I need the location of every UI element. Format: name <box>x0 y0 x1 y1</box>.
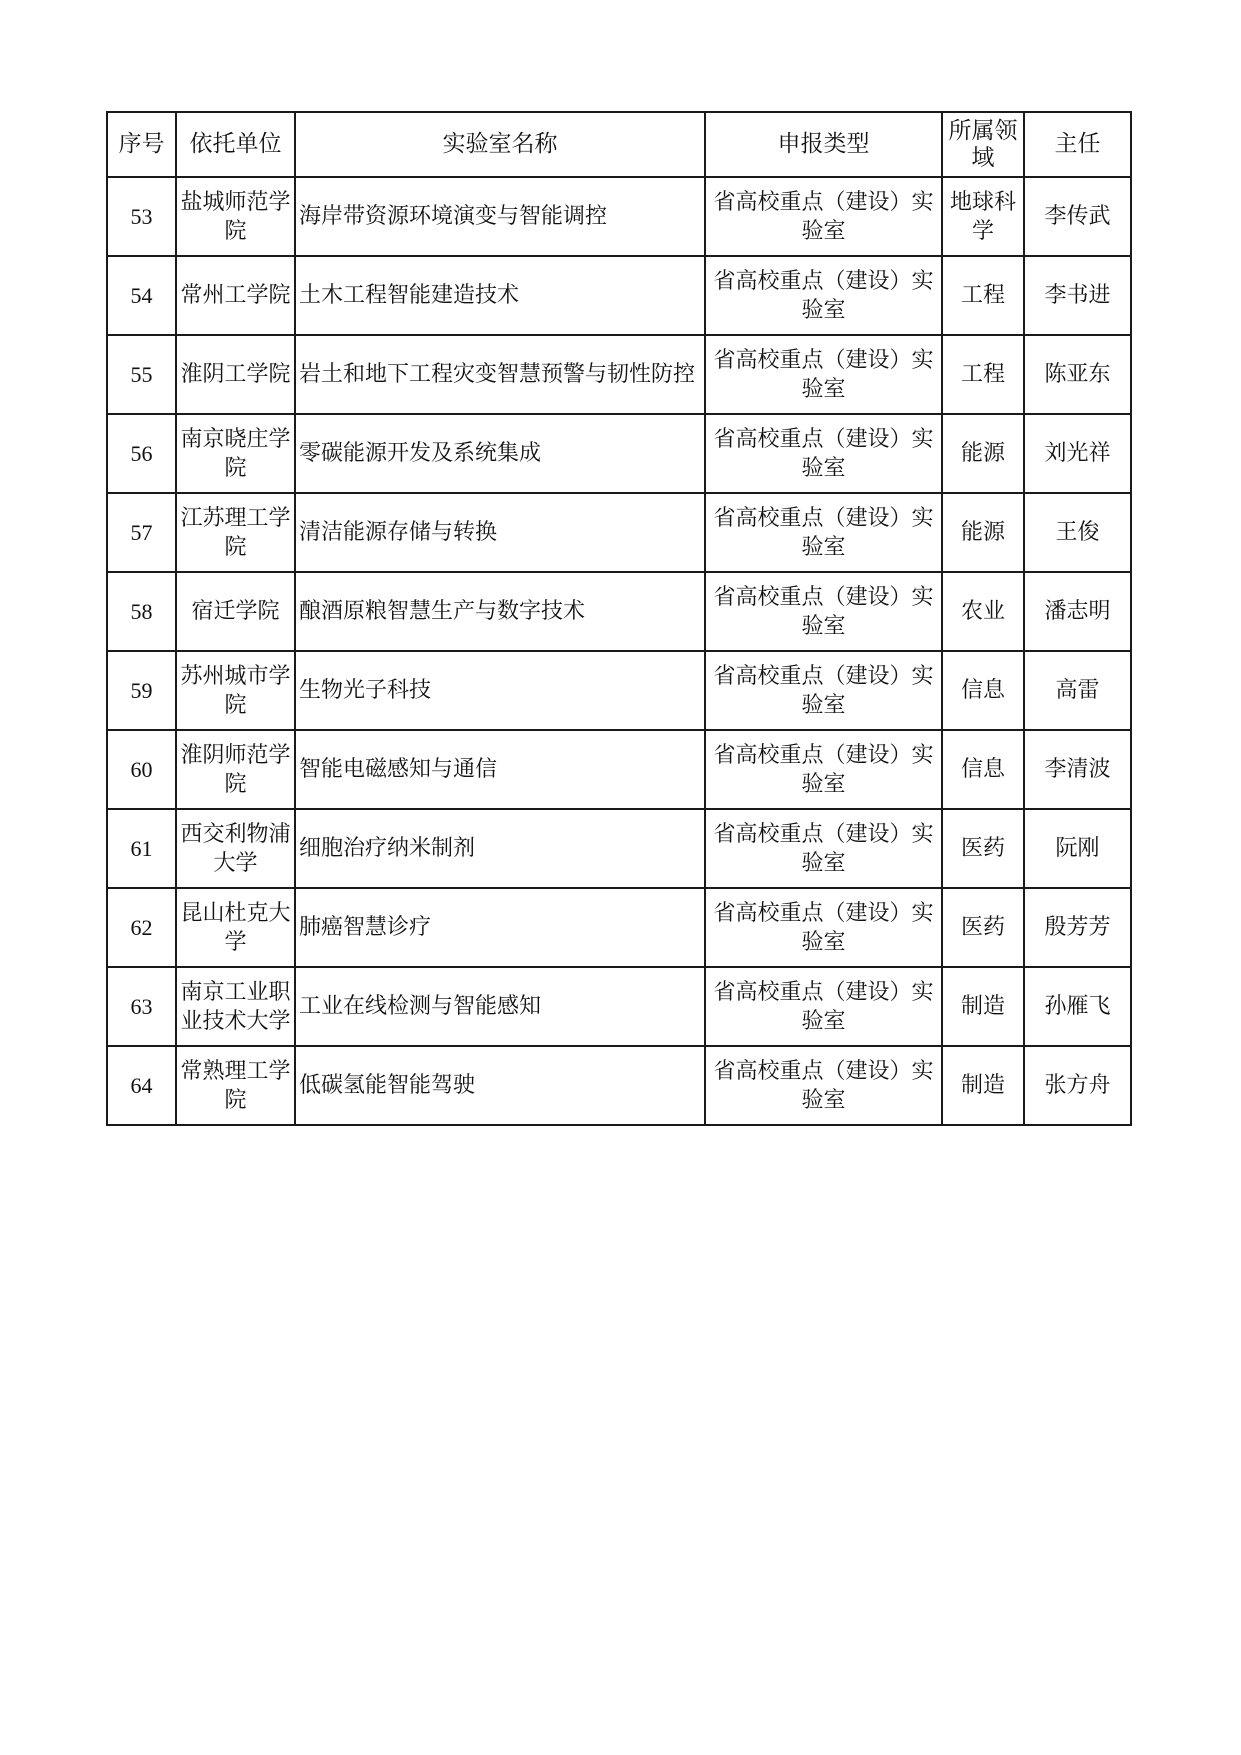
cell-type: 省高校重点（建设）实验室 <box>705 967 942 1046</box>
cell-unit: 常熟理工学院 <box>176 1046 295 1125</box>
table-row <box>107 809 1131 888</box>
cell-unit: 昆山杜克大学 <box>176 888 295 967</box>
cell-num: 59 <box>107 651 176 730</box>
cell-field: 工程 <box>942 256 1024 335</box>
cell-type: 省高校重点（建设）实验室 <box>705 572 942 651</box>
cell-director: 李传武 <box>1024 177 1131 256</box>
cell-director: 李清波 <box>1024 730 1131 809</box>
cell-director: 潘志明 <box>1024 572 1131 651</box>
cell-unit: 苏州城市学院 <box>176 651 295 730</box>
cell-field: 能源 <box>942 414 1024 493</box>
cell-field: 地球科学 <box>942 177 1024 256</box>
table-row <box>107 1046 1131 1125</box>
cell-type: 省高校重点（建设）实验室 <box>705 177 942 256</box>
table-header-row <box>107 112 1131 177</box>
cell-director: 王俊 <box>1024 493 1131 572</box>
document-page <box>106 111 1132 1126</box>
cell-type: 省高校重点（建设）实验室 <box>705 493 942 572</box>
header-type: 申报类型 <box>705 112 942 177</box>
cell-lab-name: 低碳氢能智能驾驶 <box>295 1046 705 1125</box>
cell-unit: 淮阴工学院 <box>176 335 295 414</box>
table-row <box>107 730 1131 809</box>
cell-num: 53 <box>107 177 176 256</box>
cell-field: 医药 <box>942 809 1024 888</box>
cell-num: 57 <box>107 493 176 572</box>
cell-unit: 西交利物浦大学 <box>176 809 295 888</box>
cell-lab-name: 酿酒原粮智慧生产与数字技术 <box>295 572 705 651</box>
cell-lab-name: 智能电磁感知与通信 <box>295 730 705 809</box>
cell-lab-name: 零碳能源开发及系统集成 <box>295 414 705 493</box>
table-row <box>107 572 1131 651</box>
cell-num: 63 <box>107 967 176 1046</box>
table-row <box>107 256 1131 335</box>
cell-lab-name: 工业在线检测与智能感知 <box>295 967 705 1046</box>
cell-unit: 盐城师范学院 <box>176 177 295 256</box>
cell-type: 省高校重点（建设）实验室 <box>705 256 942 335</box>
cell-type: 省高校重点（建设）实验室 <box>705 809 942 888</box>
table-row <box>107 493 1131 572</box>
table-row <box>107 888 1131 967</box>
cell-num: 55 <box>107 335 176 414</box>
header-unit: 依托单位 <box>176 112 295 177</box>
table-row <box>107 335 1131 414</box>
cell-lab-name: 肺癌智慧诊疗 <box>295 888 705 967</box>
cell-lab-name: 土木工程智能建造技术 <box>295 256 705 335</box>
cell-lab-name: 清洁能源存储与转换 <box>295 493 705 572</box>
lab-table <box>106 111 1132 1126</box>
cell-director: 殷芳芳 <box>1024 888 1131 967</box>
cell-type: 省高校重点（建设）实验室 <box>705 730 942 809</box>
cell-num: 62 <box>107 888 176 967</box>
table-body <box>107 177 1131 1125</box>
cell-field: 医药 <box>942 888 1024 967</box>
table-row <box>107 651 1131 730</box>
cell-num: 61 <box>107 809 176 888</box>
cell-unit: 江苏理工学院 <box>176 493 295 572</box>
cell-num: 64 <box>107 1046 176 1125</box>
cell-num: 56 <box>107 414 176 493</box>
cell-field: 能源 <box>942 493 1024 572</box>
cell-lab-name: 海岸带资源环境演变与智能调控 <box>295 177 705 256</box>
cell-type: 省高校重点（建设）实验室 <box>705 888 942 967</box>
cell-director: 陈亚东 <box>1024 335 1131 414</box>
header-field: 所属领域 <box>942 112 1024 177</box>
cell-type: 省高校重点（建设）实验室 <box>705 651 942 730</box>
cell-lab-name: 岩土和地下工程灾变智慧预警与韧性防控 <box>295 335 705 414</box>
cell-lab-name: 细胞治疗纳米制剂 <box>295 809 705 888</box>
cell-field: 制造 <box>942 1046 1024 1125</box>
cell-unit: 宿迁学院 <box>176 572 295 651</box>
table-row <box>107 414 1131 493</box>
cell-unit: 南京晓庄学院 <box>176 414 295 493</box>
cell-field: 信息 <box>942 730 1024 809</box>
table-row <box>107 177 1131 256</box>
cell-type: 省高校重点（建设）实验室 <box>705 335 942 414</box>
cell-num: 58 <box>107 572 176 651</box>
table-row <box>107 967 1131 1046</box>
cell-unit: 淮阴师范学院 <box>176 730 295 809</box>
cell-lab-name: 生物光子科技 <box>295 651 705 730</box>
cell-type: 省高校重点（建设）实验室 <box>705 414 942 493</box>
header-name: 实验室名称 <box>295 112 705 177</box>
cell-field: 制造 <box>942 967 1024 1046</box>
cell-director: 刘光祥 <box>1024 414 1131 493</box>
cell-num: 54 <box>107 256 176 335</box>
cell-director: 张方舟 <box>1024 1046 1131 1125</box>
cell-director: 李书进 <box>1024 256 1131 335</box>
cell-num: 60 <box>107 730 176 809</box>
cell-director: 阮刚 <box>1024 809 1131 888</box>
cell-type: 省高校重点（建设）实验室 <box>705 1046 942 1125</box>
cell-unit: 常州工学院 <box>176 256 295 335</box>
cell-field: 农业 <box>942 572 1024 651</box>
cell-field: 信息 <box>942 651 1024 730</box>
header-num: 序号 <box>107 112 176 177</box>
cell-director: 孙雁飞 <box>1024 967 1131 1046</box>
header-director: 主任 <box>1024 112 1131 177</box>
cell-director: 高雷 <box>1024 651 1131 730</box>
cell-unit: 南京工业职业技术大学 <box>176 967 295 1046</box>
cell-field: 工程 <box>942 335 1024 414</box>
